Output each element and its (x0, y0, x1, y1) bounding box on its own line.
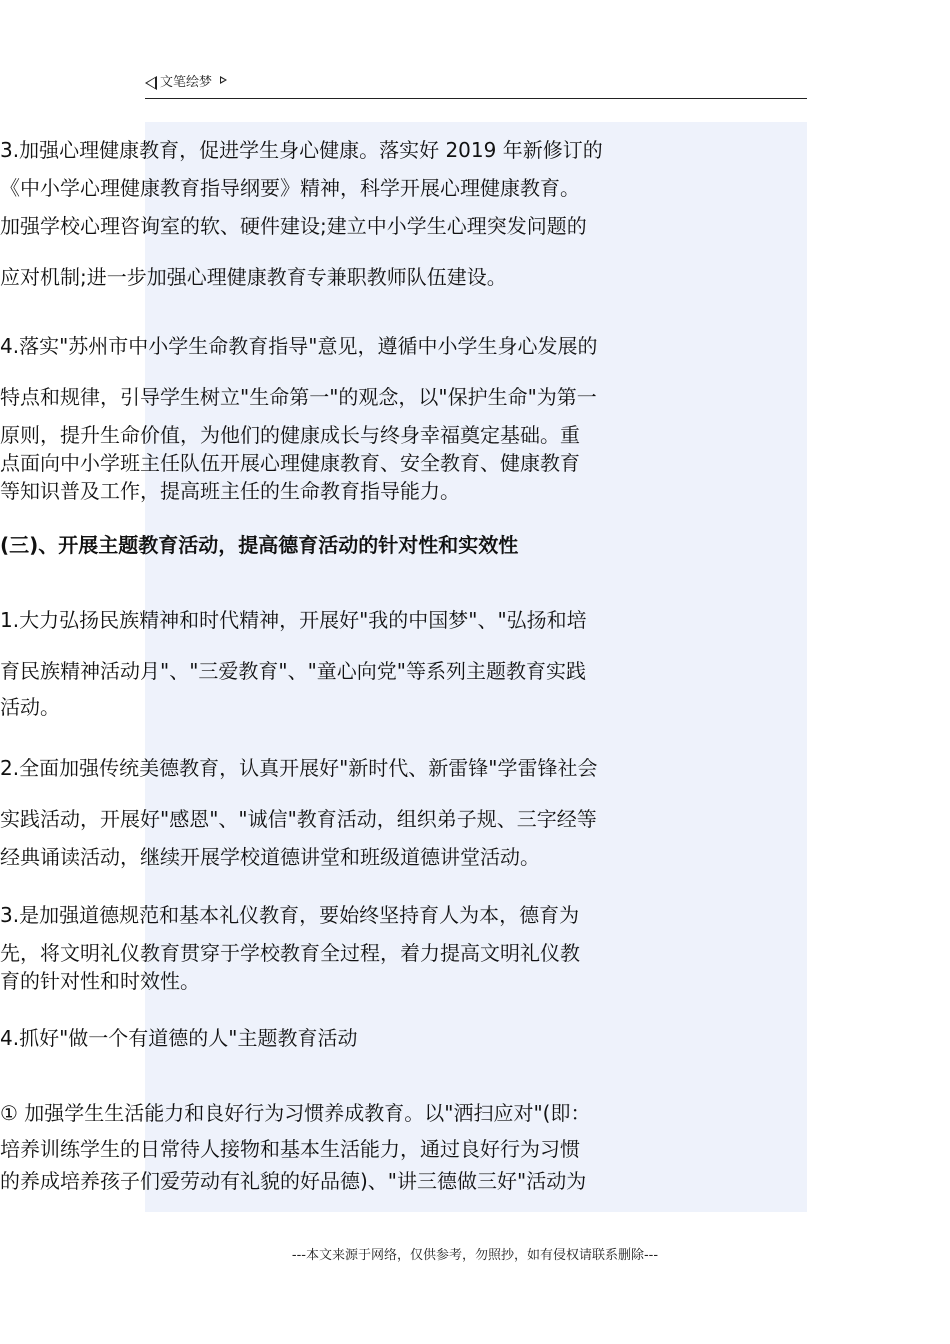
header-title-group (145, 74, 227, 92)
section-heading (0, 531, 662, 559)
paragraph-1 (0, 136, 662, 291)
text-line: 先，将文明礼仪教育贯穿于学校教育全过程，着力提高文明礼仪教 (0, 941, 580, 965)
text-line: 加强学校心理咨询室的软、硬件建设;建立中小学生心理突发问题的 (0, 214, 587, 238)
page-header (145, 72, 807, 99)
text-line: 经典诵读活动，继续开展学校道德讲堂和班级道德讲堂活动。 (0, 845, 540, 869)
paragraph-2 (0, 332, 662, 505)
text-line: 3.是加强道德规范和基本礼仪教育，要始终坚持育人为本，德育为 (0, 903, 580, 927)
page-footer: ---本文来源于网络，仅供参考，勿照抄，如有侵权请联系删除--- (291, 1248, 659, 1263)
text-line: 3.加强心理健康教育，促进学生身心健康。落实好 2019 年新修订的 (0, 138, 603, 162)
left-triangle-icon (145, 76, 157, 90)
text-line: 育民族精神活动月"、"三爱教育"、"童心向党"等系列主题教育实践 (0, 659, 586, 683)
paragraph-6 (0, 1024, 662, 1052)
right-triangle-icon (220, 76, 227, 84)
text-line: 实践活动，开展好"感恩"、"诚信"教育活动，组织弟子规、三字经等 (0, 807, 597, 831)
text-line: 原则，提升生命价值，为他们的健康成长与终身幸福奠定基础。重 (0, 423, 580, 447)
text-line: 培养训练学生的日常待人接物和基本生活能力，通过良好行为习惯 (0, 1137, 580, 1161)
text-line: ① 加强学生生活能力和良好行为习惯养成教育。以"洒扫应对"(即： (0, 1101, 591, 1125)
paragraph-3 (0, 606, 662, 721)
heading-text: (三)、开展主题教育活动，提高德育活动的针对性和实效性 (0, 533, 519, 557)
paragraph-7 (0, 1099, 662, 1195)
text-line: 应对机制;进一步加强心理健康教育专兼职教师队伍建设。 (0, 265, 507, 289)
text-line: 特点和规律，引导学生树立"生命第一"的观念，以"保护生命"为第一 (0, 385, 597, 409)
header-title: 文笔绘梦 (160, 75, 213, 90)
text-line: 1.大力弘扬民族精神和时代精神，开展好"我的中国梦"、"弘扬和培 (0, 608, 587, 632)
text-line: 等知识普及工作，提高班主任的生命教育指导能力。 (0, 479, 460, 503)
text-line: 育的针对性和时效性。 (0, 969, 200, 993)
paragraph-5 (0, 901, 662, 995)
paragraph-4 (0, 754, 662, 871)
text-line: 活动。 (0, 695, 60, 719)
text-line: 点面向中小学班主任队伍开展心理健康教育、安全教育、健康教育 (0, 451, 580, 475)
text-line: 4.抓好"做一个有道德的人"主题教育活动 (0, 1026, 358, 1050)
text-line: 的养成培养孩子们爱劳动有礼貌的好品德)、"讲三德做三好"活动为 (0, 1169, 587, 1193)
text-line: 《中小学心理健康教育指导纲要》精神，科学开展心理健康教育。 (0, 176, 580, 200)
text-line: 4.落实"苏州市中小学生命教育指导"意见，遵循中小学生身心发展的 (0, 334, 598, 358)
text-line: 2.全面加强传统美德教育，认真开展好"新时代、新雷锋"学雷锋社会 (0, 756, 598, 780)
